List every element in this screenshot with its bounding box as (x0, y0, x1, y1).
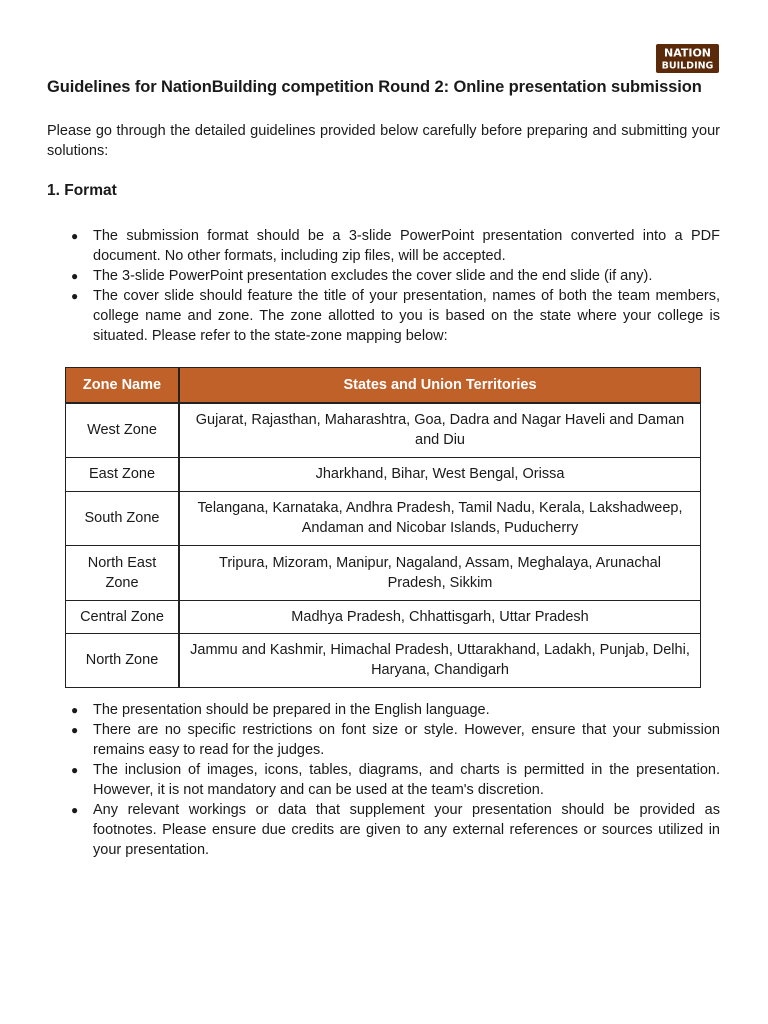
bullet-dot: ● (71, 723, 79, 737)
bullet-text: The cover slide should feature the title of your presentation, names of both the team members, college name and zone. The zone allotted to you is based on the state where your college is situated. Please refer to the state-zone mapping below: (93, 288, 720, 344)
states-cell: Madhya Pradesh, Chhattisgarh, Uttar Pradesh (179, 600, 701, 633)
bullet-dot: ● (71, 803, 79, 817)
bullet-item (47, 266, 720, 286)
bullet-text: The 3-slide PowerPoint presentation excludes the cover slide and the end slide (if any). (93, 268, 653, 284)
format-bullet-list-top (47, 226, 720, 346)
states-cell: Jammu and Kashmir, Himachal Pradesh, Uttarakhand, Ladakh, Punjab, Delhi, Haryana, Chandigarh (179, 633, 701, 687)
bullet-dot: ● (71, 229, 79, 243)
table-header-row (66, 368, 701, 404)
document-title: Guidelines for NationBuilding competition Round 2: Online presentation submission (47, 78, 702, 96)
bullet-dot: ● (71, 289, 79, 303)
states-cell: Jharkhand, Bihar, West Bengal, Orissa (179, 457, 701, 491)
states-cell: Gujarat, Rajasthan, Maharashtra, Goa, Dadra and Nagar Haveli and Daman and Diu (179, 403, 701, 457)
header-zone-name: Zone Name (66, 368, 180, 404)
bullet-dot: ● (71, 269, 79, 283)
bullet-item (47, 286, 720, 346)
zone-name-cell: North East Zone (66, 545, 180, 600)
table-row (66, 600, 701, 633)
bullet-item (47, 800, 720, 860)
states-cell: Tripura, Mizoram, Manipur, Nagaland, Assam, Meghalaya, Arunachal Pradesh, Sikkim (179, 545, 701, 600)
logo-line-2: BUILDING (661, 60, 714, 72)
bullet-text: Any relevant workings or data that supplement your presentation should be provided as footnotes. Please ensure due credits are given to any external references or sources utilized in your presentation. (93, 802, 720, 858)
bullet-text: The presentation should be prepared in the English language. (93, 702, 490, 718)
bullet-text: There are no specific restrictions on font size or style. However, ensure that your submission remains easy to read for the judges. (93, 722, 720, 758)
zone-name-cell: South Zone (66, 491, 180, 545)
bullet-item (47, 760, 720, 800)
section-heading-format: 1. Format (47, 182, 117, 199)
nationbuilding-logo (656, 44, 719, 73)
format-bullet-list-bottom (47, 700, 720, 860)
bullet-item (47, 226, 720, 266)
table-row (66, 457, 701, 491)
logo-wordmark (656, 44, 719, 73)
zone-name-cell: Central Zone (66, 600, 180, 633)
intro-paragraph: Please go through the detailed guidelines provided below carefully before preparing and submitting your solutions: (47, 123, 720, 159)
zone-name-cell: East Zone (66, 457, 180, 491)
states-cell: Telangana, Karnataka, Andhra Pradesh, Tamil Nadu, Kerala, Lakshadweep, Andaman and Nicobar Islands, Puducherry (179, 491, 701, 545)
table-row (66, 491, 701, 545)
logo-line-1: NATION (663, 46, 712, 60)
bullet-text: The submission format should be a 3-slide PowerPoint presentation converted into a PDF document. No other formats, including zip files, will be accepted. (93, 228, 720, 264)
bullet-dot: ● (71, 703, 79, 717)
bullet-item (47, 720, 720, 760)
zone-name-cell: West Zone (66, 403, 180, 457)
table-row (66, 545, 701, 600)
header-states: States and Union Territories (179, 368, 701, 404)
bullet-item (47, 700, 720, 720)
state-zone-mapping-table (65, 367, 701, 688)
bullet-dot: ● (71, 763, 79, 777)
zone-name-cell: North Zone (66, 633, 180, 687)
table-row (66, 403, 701, 457)
table-row (66, 633, 701, 687)
bullet-text: The inclusion of images, icons, tables, diagrams, and charts is permitted in the presentation. However, it is not mandatory and can be used at the team's discretion. (93, 762, 720, 798)
